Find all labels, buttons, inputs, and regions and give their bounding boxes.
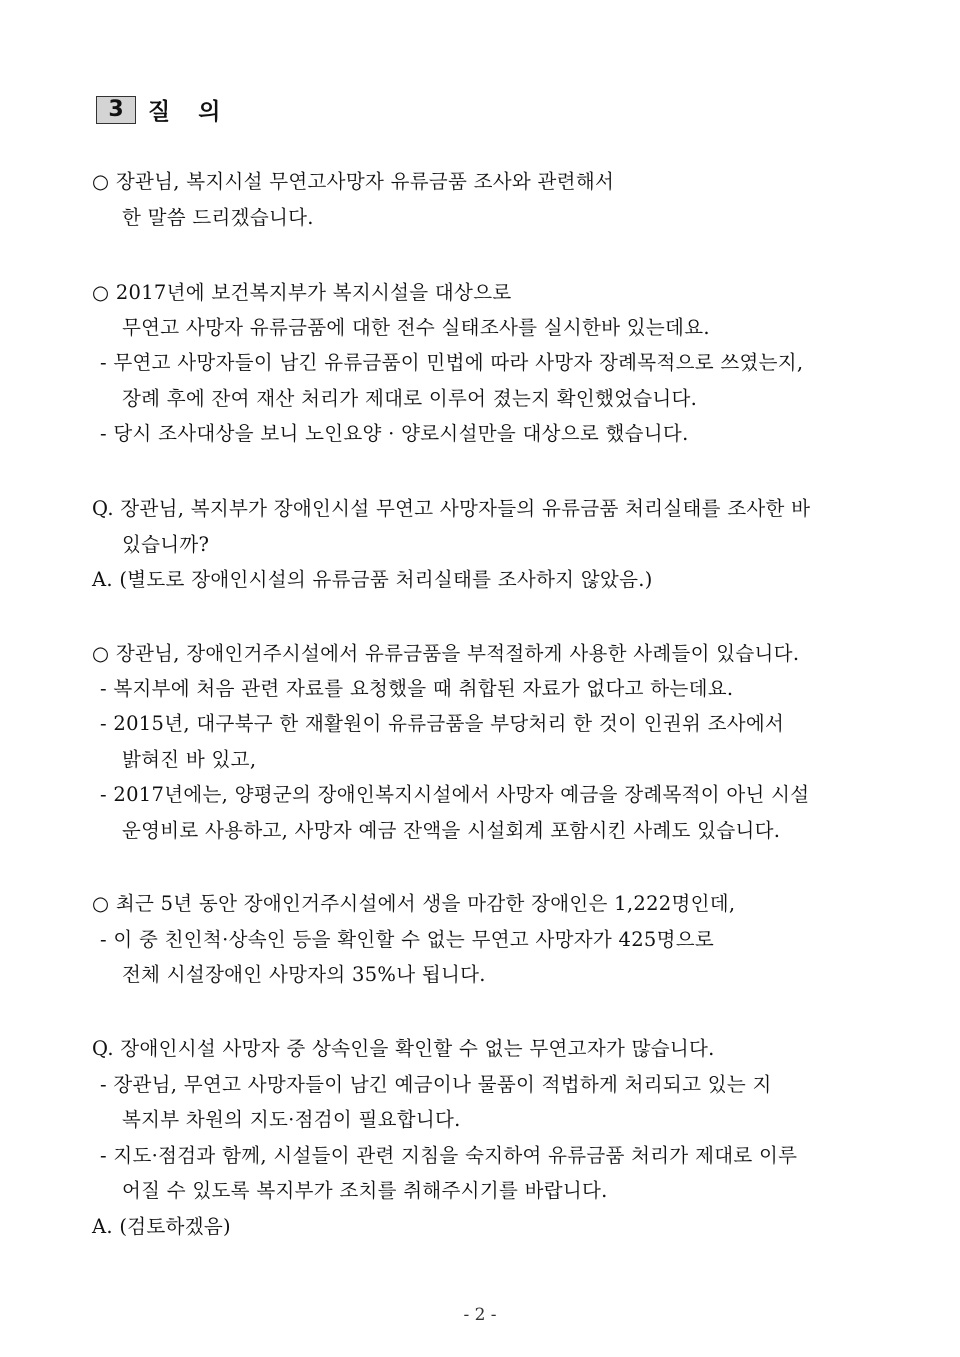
text-line: - 무연고 사망자들이 남긴 유류금품이 민법에 따라 사망자 장례목적으로 쓰였는지, bbox=[100, 351, 804, 374]
page-number: - 2 - bbox=[463, 1305, 497, 1325]
text-line: ○ 최근 5년 동안 장애인거주시설에서 생을 마감한 장애인은 1,222명인데, bbox=[92, 892, 736, 915]
text-line: - 당시 조사대상을 보니 노인요양 · 양로시설만을 대상으로 했습니다. bbox=[100, 422, 689, 445]
section-heading bbox=[96, 93, 230, 126]
text-line: 무연고 사망자 유류금품에 대한 전수 실태조사를 실시한바 있는데요. bbox=[122, 316, 710, 339]
text-line: 전체 시설장애인 사망자의 35%나 됩니다. bbox=[122, 963, 486, 986]
section-number-box: 3 bbox=[96, 96, 136, 124]
text-line: 어질 수 있도록 복지부가 조치를 취해주시기를 바랍니다. bbox=[122, 1179, 608, 1202]
text-line: 장례 후에 잔여 재산 처리가 제대로 이루어 졌는지 확인했었습니다. bbox=[122, 387, 698, 410]
text-line: 밝혀진 바 있고, bbox=[122, 748, 257, 771]
text-line: - 2015년, 대구북구 한 재활원이 유류금품을 부당처리 한 것이 인권위 조사에서 bbox=[100, 712, 785, 735]
text-line: - 2017년에는, 양평군의 장애인복지시설에서 사망자 예금을 장례목적이 아닌 시설 bbox=[100, 783, 810, 806]
text-line: ○ 장관님, 복지시설 무연고사망자 유류금품 조사와 관련해서 bbox=[92, 170, 615, 193]
text-line: - 지도·점검과 함께, 시설들이 관련 지침을 숙지하여 유류금품 처리가 제대로 이루 bbox=[100, 1144, 798, 1167]
text-line: 있습니까? bbox=[122, 533, 210, 556]
text-line: Q. 장애인시설 사망자 중 상속인을 확인할 수 없는 무연고자가 많습니다. bbox=[92, 1037, 715, 1060]
text-line: ○ 장관님, 장애인거주시설에서 유류금품을 부적절하게 사용한 사례들이 있습니다. bbox=[92, 642, 800, 665]
section-title: 질 의 bbox=[148, 99, 231, 125]
text-line: 운영비로 사용하고, 사망자 예금 잔액을 시설회계 포함시킨 사례도 있습니다. bbox=[122, 819, 781, 842]
text-line: - 장관님, 무연고 사망자들이 남긴 예금이나 물품이 적법하게 처리되고 있는 지 bbox=[100, 1073, 772, 1096]
text-line: - 복지부에 처음 관련 자료를 요청했을 때 취합된 자료가 없다고 하는데요. bbox=[100, 677, 734, 700]
text-line: A. (별도로 장애인시설의 유류금품 처리실태를 조사하지 않았음.) bbox=[92, 568, 653, 591]
text-line: A. (검토하겠음) bbox=[92, 1215, 231, 1238]
text-line: 복지부 차원의 지도·점검이 필요합니다. bbox=[122, 1108, 461, 1131]
text-line: 한 말씀 드리겠습니다. bbox=[122, 206, 314, 229]
text-line: ○ 2017년에 보건복지부가 복지시설을 대상으로 bbox=[92, 281, 512, 304]
text-line: Q. 장관님, 복지부가 장애인시설 무연고 사망자들의 유류금품 처리실태를 조사한 바 bbox=[92, 497, 811, 520]
text-line: - 이 중 친인척·상속인 등을 확인할 수 없는 무연고 사망자가 425명으로 bbox=[100, 928, 715, 951]
